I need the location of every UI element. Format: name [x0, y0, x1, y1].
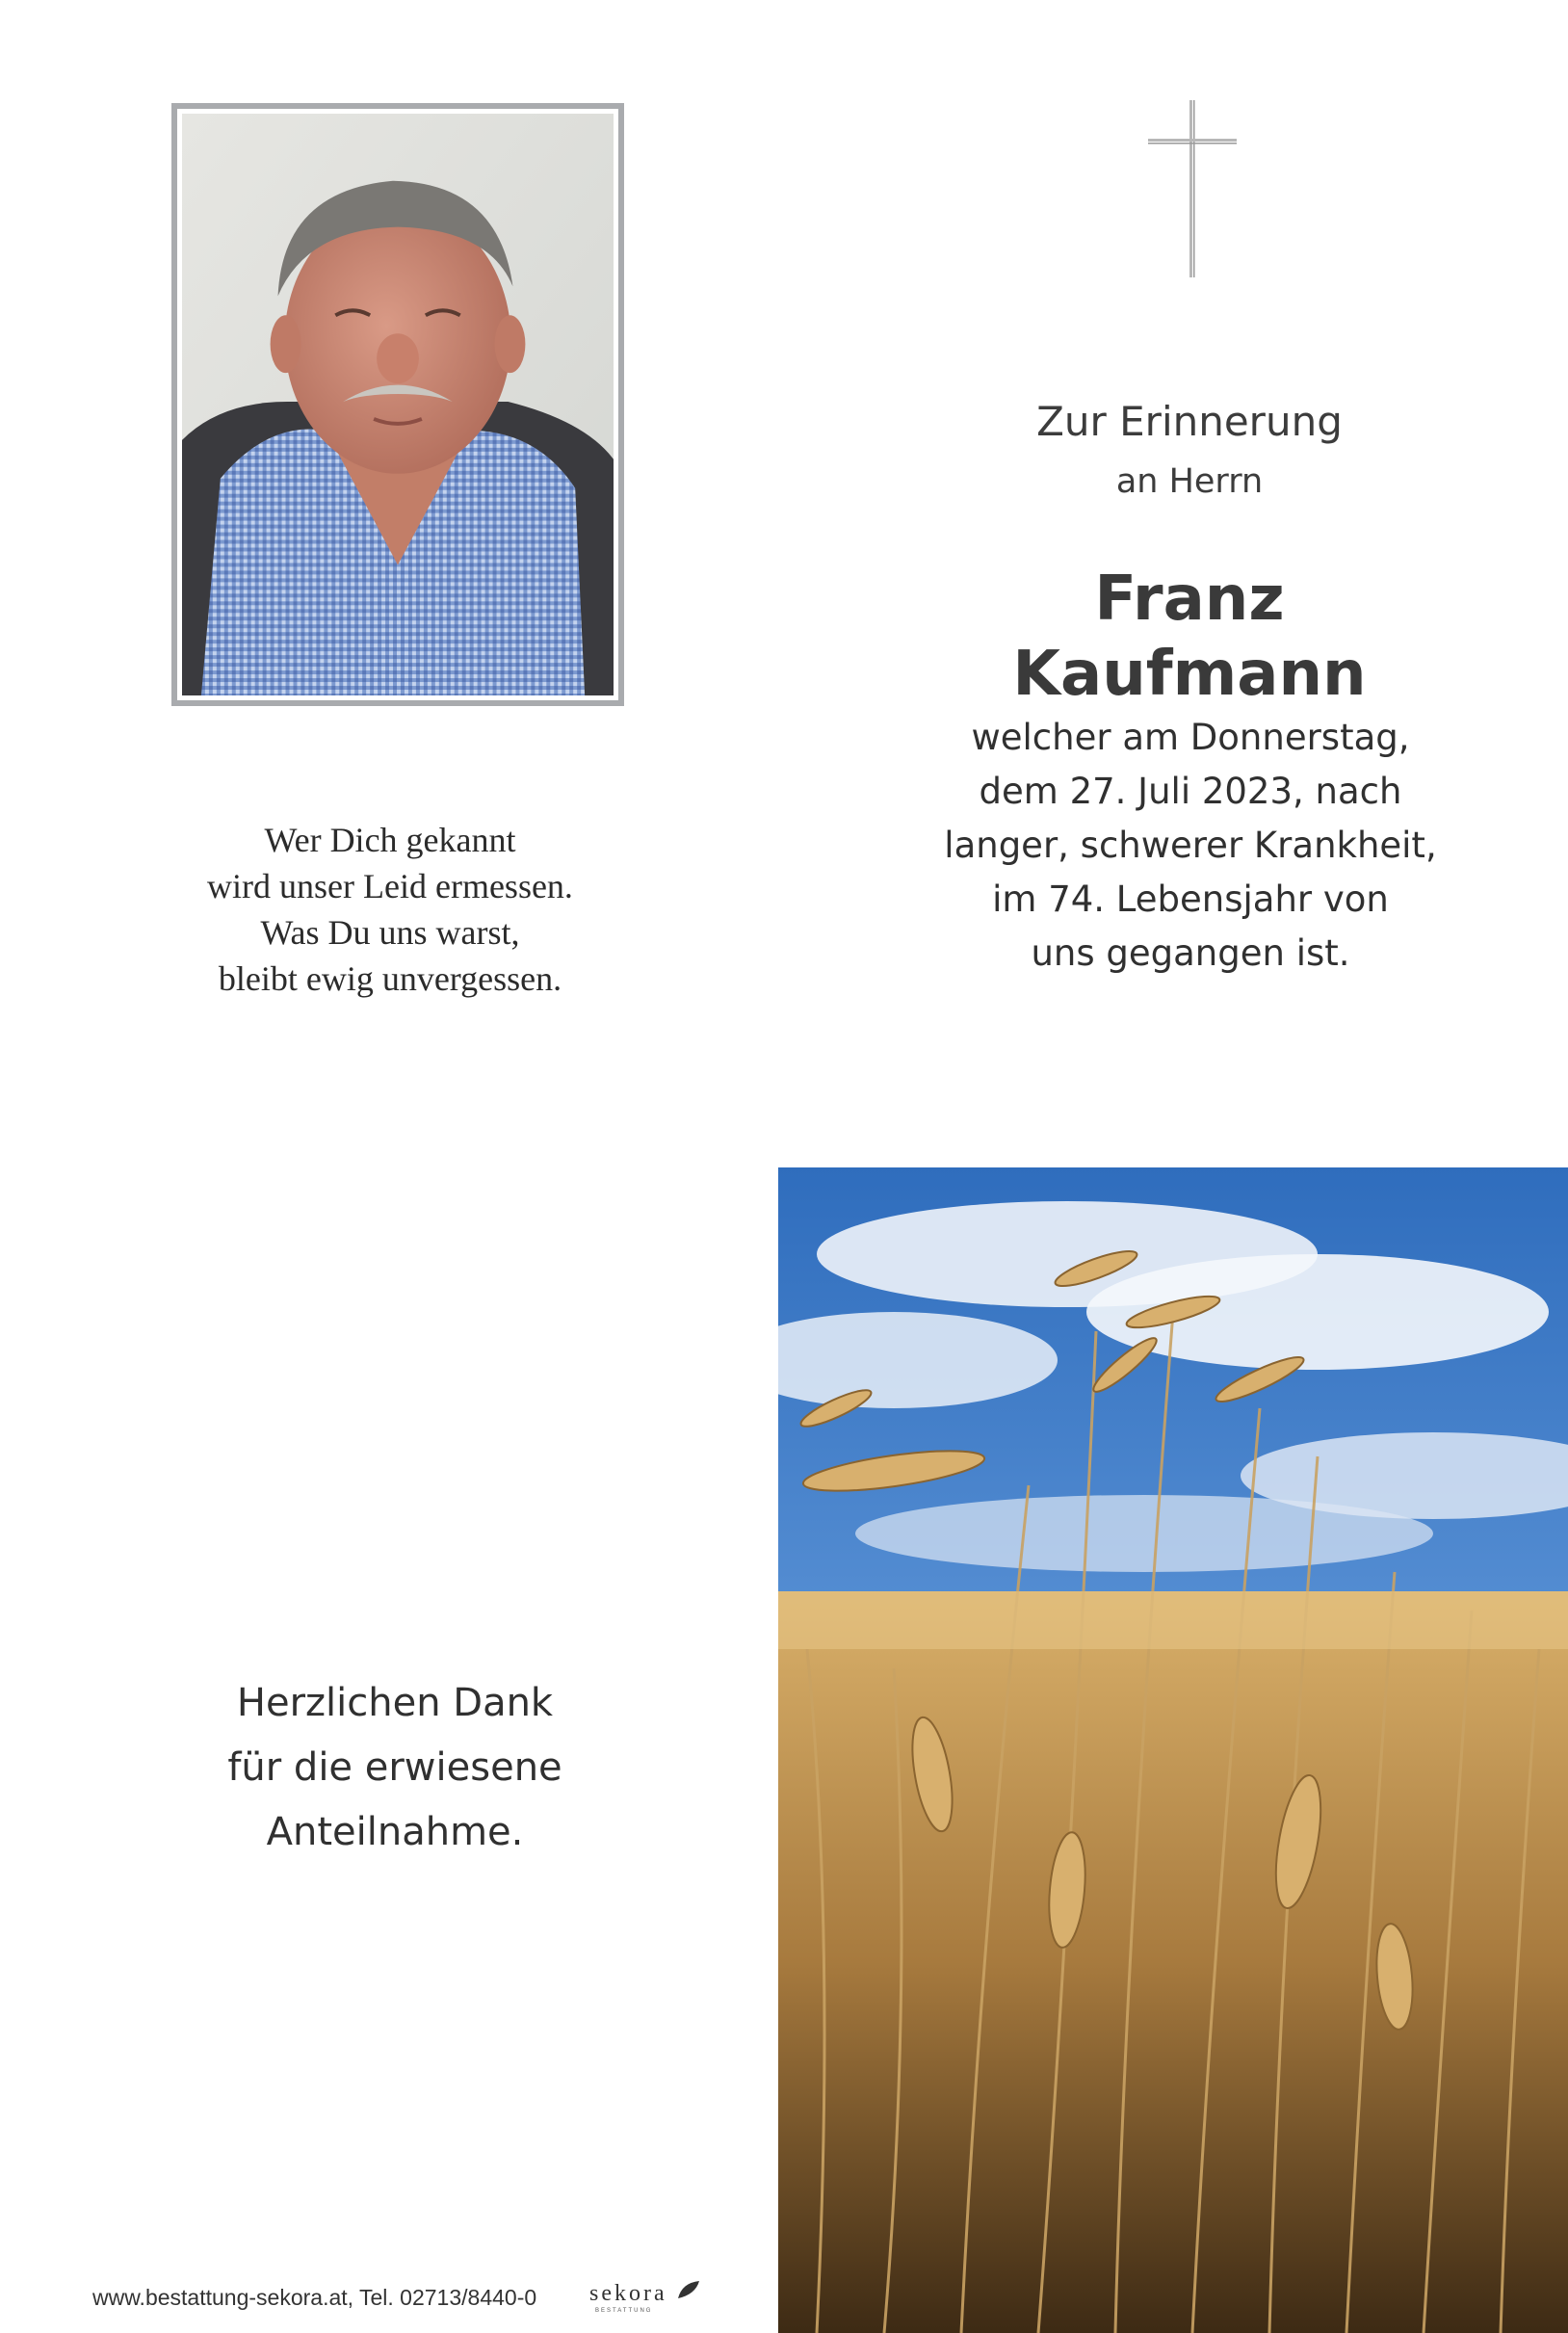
logo-subtitle: BESTATTUNG — [595, 2308, 653, 2314]
death-announcement — [886, 711, 1495, 981]
announcement-line: im 74. Lebensjahr von — [992, 878, 1389, 920]
poem-line: Wer Dich gekannt — [264, 821, 516, 859]
deceased-name: Franz Kaufmann — [1012, 564, 1367, 710]
poem-line: wird unser Leid ermessen. — [207, 867, 573, 905]
remembrance-heading: Zur Erinnerung — [1036, 398, 1343, 445]
poem-line: bleibt ewig unvergessen. — [218, 959, 562, 998]
portrait-photo — [177, 109, 618, 700]
thanks-message — [144, 1671, 645, 1865]
thanks-line: Herzlichen Dank — [236, 1681, 554, 1725]
logo-name: sekora — [589, 2281, 667, 2306]
portrait-image — [182, 114, 614, 695]
footer-contact: www.bestattung-sekora.at, Tel. 02713/8440-0 — [92, 2285, 537, 2310]
memorial-poem — [135, 817, 645, 1002]
thanks-line: Anteilnahme. — [266, 1810, 524, 1854]
remembrance-subheading: an Herrn — [1115, 462, 1264, 501]
leaf-icon — [676, 2279, 701, 2300]
announcement-line: welcher am Donnerstag, — [971, 717, 1410, 758]
wheat-field-image — [778, 1167, 1568, 2333]
announcement-line: dem 27. Juli 2023, nach — [979, 771, 1402, 812]
cross-icon — [1146, 96, 1239, 281]
portrait-frame — [171, 103, 624, 706]
thanks-line: für die erwiesene — [227, 1745, 562, 1790]
poem-line: Was Du uns warst, — [260, 913, 520, 952]
sekora-logo — [589, 2279, 705, 2321]
announcement-line: uns gegangen ist. — [1031, 932, 1350, 974]
announcement-line: langer, schwerer Krankheit, — [944, 825, 1437, 866]
